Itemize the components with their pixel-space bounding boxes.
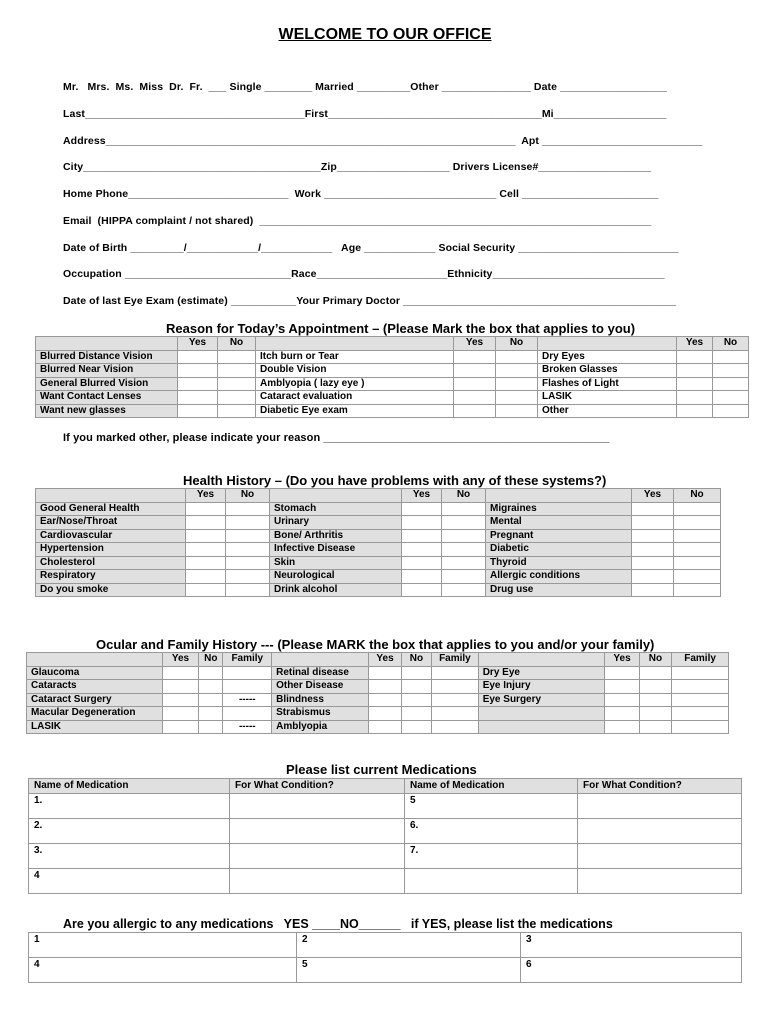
system-label: Respiratory [36,570,186,584]
yes-box[interactable] [632,583,674,597]
header-cell [270,489,402,503]
health-row [36,583,721,597]
no-box[interactable] [226,583,270,597]
no-box[interactable] [639,693,671,707]
yes-box[interactable] [402,543,442,557]
yes-box[interactable] [186,502,226,516]
condition-label: Want Contact Lenses [36,391,178,405]
medication-name-field[interactable]: 4 [29,869,230,894]
condition-label: Double Vision [256,364,454,378]
reason-row [36,350,749,364]
yes-box[interactable] [454,350,496,364]
yes-box[interactable] [677,350,713,364]
system-label: Migraines [486,502,632,516]
no-box[interactable] [218,391,256,405]
yes-box[interactable] [454,391,496,405]
yes-box[interactable] [178,364,218,378]
ocular-label: Other Disease [272,680,369,694]
ocular-label: Amblyopia [272,720,369,734]
no-box[interactable] [199,666,223,680]
header-medication-name: Name of Medication [29,779,230,794]
medications-section-title: Please list current Medications [286,762,477,777]
header-yes: Yes [186,489,226,503]
no-box[interactable] [674,502,721,516]
reason-row [36,404,749,418]
no-box[interactable] [218,377,256,391]
no-box[interactable] [218,404,256,418]
header-cell [486,489,632,503]
yes-box[interactable] [369,666,401,680]
ocular-section-title: Ocular and Family History --- (Please MARK the box that applies to you and/or your family) [96,637,655,652]
health-row [36,502,721,516]
ocular-label: Macular Degeneration [27,707,163,721]
medication-name-field[interactable]: 7. [405,844,578,869]
ocular-label: Cataracts [27,680,163,694]
condition-label: Other [538,404,677,418]
family-box[interactable] [432,693,479,707]
medication-name-field[interactable]: 5 [405,794,578,819]
header-cell [256,337,454,351]
no-box[interactable] [199,707,223,721]
reason-table [35,336,749,418]
yes-box[interactable] [605,707,639,721]
other-reason-line[interactable]: If you marked other, please indicate your reason ______________________________________________ [63,432,610,444]
reason-row [36,377,749,391]
no-box[interactable] [496,377,538,391]
header-yes: Yes [162,653,198,667]
allergy-field[interactable]: 5 [297,958,521,983]
header-condition: For What Condition? [578,779,742,794]
header-cell [27,653,163,667]
family-box[interactable] [672,666,729,680]
system-label: Bone/ Arthritis [270,529,402,543]
no-box[interactable] [226,570,270,584]
family-box[interactable] [432,720,479,734]
no-box[interactable] [401,707,431,721]
no-box[interactable] [401,693,431,707]
system-label: Pregnant [486,529,632,543]
no-box[interactable] [442,502,486,516]
header-cell [36,337,178,351]
header-no: No [199,653,223,667]
ocular-row [27,666,729,680]
form-line-occupation[interactable]: Occupation ____________________________Race______________________Ethnicity_____________________________ [63,268,665,280]
header-no: No [496,337,538,351]
yes-box[interactable] [605,720,639,734]
yes-box[interactable] [162,666,198,680]
family-box[interactable] [672,720,729,734]
no-box[interactable] [639,720,671,734]
header-no: No [639,653,671,667]
header-no: No [218,337,256,351]
family-box[interactable]: ----- [223,720,272,734]
medication-row [29,819,742,844]
ocular-label [478,720,605,734]
header-yes: Yes [178,337,218,351]
ocular-label: Blindness [272,693,369,707]
yes-box[interactable] [677,391,713,405]
yes-box[interactable] [186,570,226,584]
yes-box[interactable] [402,502,442,516]
yes-box[interactable] [178,391,218,405]
allergy-table [28,932,742,983]
yes-box[interactable] [677,364,713,378]
header-yes: Yes [632,489,674,503]
condition-field[interactable] [230,794,405,819]
header-yes: Yes [402,489,442,503]
form-line-last-exam[interactable]: Date of last Eye Exam (estimate) ___________Your Primary Doctor ______________________________________________ [63,295,677,307]
no-box[interactable] [496,350,538,364]
header-no: No [226,489,270,503]
no-box[interactable] [674,583,721,597]
system-label: Thyroid [486,556,632,570]
health-row [36,556,721,570]
yes-box[interactable] [162,707,198,721]
medication-name-field[interactable]: 6. [405,819,578,844]
page-title: WELCOME TO OUR OFFICE [278,26,492,43]
condition-label: Cataract evaluation [256,391,454,405]
no-box[interactable] [674,516,721,530]
yes-box[interactable] [632,556,674,570]
ocular-header-row [27,653,729,667]
family-box[interactable] [672,693,729,707]
system-label: Mental [486,516,632,530]
yes-box[interactable] [632,516,674,530]
system-label: Neurological [270,570,402,584]
yes-box[interactable] [402,529,442,543]
medication-row [29,869,742,894]
yes-box[interactable] [186,583,226,597]
yes-box[interactable] [632,502,674,516]
health-row [36,529,721,543]
medication-row [29,794,742,819]
yes-box[interactable] [369,707,401,721]
system-label: Drink alcohol [270,583,402,597]
header-cell [538,337,677,351]
yes-box[interactable] [454,377,496,391]
family-box[interactable] [672,707,729,721]
allergy-field[interactable]: 6 [521,958,742,983]
no-box[interactable] [401,666,431,680]
system-label: Good General Health [36,502,186,516]
yes-box[interactable] [677,377,713,391]
system-label: Hypertension [36,543,186,557]
header-yes: Yes [677,337,713,351]
no-box[interactable] [713,350,749,364]
no-box[interactable] [639,680,671,694]
no-box[interactable] [713,364,749,378]
no-box[interactable] [218,364,256,378]
yes-box[interactable] [162,720,198,734]
no-box[interactable] [674,570,721,584]
no-box[interactable] [496,391,538,405]
system-label: Skin [270,556,402,570]
reason-row [36,391,749,405]
health-table [35,488,721,597]
reason-section-title: Reason for Today’s Appointment – (Please Mark the box that applies to you) [166,321,636,336]
system-label: Diabetic [486,543,632,557]
yes-box[interactable] [454,404,496,418]
ocular-label: Cataract Surgery [27,693,163,707]
ocular-label: Strabismus [272,707,369,721]
no-box[interactable] [199,720,223,734]
header-yes: Yes [454,337,496,351]
yes-box[interactable] [402,570,442,584]
condition-label: Itch burn or Tear [256,350,454,364]
health-row [36,570,721,584]
header-no: No [713,337,749,351]
header-yes: Yes [605,653,639,667]
yes-box[interactable] [677,404,713,418]
no-box[interactable] [442,516,486,530]
medication-name-field[interactable]: 2. [29,819,230,844]
ocular-label: Retinal disease [272,666,369,680]
ocular-label: LASIK [27,720,163,734]
allergy-question[interactable]: Are you allergic to any medications YES ____NO______ if YES, please list the medications [63,917,613,931]
system-label: Allergic conditions [486,570,632,584]
ocular-row [27,707,729,721]
ocular-label [478,707,605,721]
condition-label: Flashes of Light [538,377,677,391]
condition-field[interactable] [578,869,742,894]
ocular-label: Dry Eye [478,666,605,680]
condition-field[interactable] [578,794,742,819]
condition-label: LASIK [538,391,677,405]
health-row [36,543,721,557]
allergy-row [29,933,742,958]
yes-box[interactable] [162,680,198,694]
yes-box[interactable] [178,377,218,391]
form-line-salutation[interactable]: Mr. Mrs. Ms. Miss Dr. Fr. ___ Single ________ Married _________Other _______________ Date __________________ [63,81,667,93]
family-box[interactable] [223,707,272,721]
allergy-field[interactable]: 3 [521,933,742,958]
header-no: No [674,489,721,503]
no-box[interactable] [674,543,721,557]
family-box[interactable]: ----- [223,693,272,707]
no-box[interactable] [674,529,721,543]
condition-label: Want new glasses [36,404,178,418]
yes-box[interactable] [605,693,639,707]
no-box[interactable] [442,556,486,570]
no-box[interactable] [199,693,223,707]
no-box[interactable] [442,570,486,584]
condition-label: General Blurred Vision [36,377,178,391]
system-label: Cholesterol [36,556,186,570]
medication-row [29,844,742,869]
ocular-table [26,652,729,734]
reason-header-row [36,337,749,351]
allergy-field[interactable]: 2 [297,933,521,958]
no-box[interactable] [496,404,538,418]
form-line-address[interactable]: Address_____________________________________________________________________ Apt ___________________________ [63,135,703,147]
no-box[interactable] [226,529,270,543]
allergy-field[interactable]: 4 [29,958,297,983]
system-label: Do you smoke [36,583,186,597]
no-box[interactable] [496,364,538,378]
yes-box[interactable] [454,364,496,378]
no-box[interactable] [713,404,749,418]
yes-box[interactable] [162,693,198,707]
system-label: Cardiovascular [36,529,186,543]
no-box[interactable] [226,543,270,557]
ocular-label: Eye Surgery [478,693,605,707]
form-line-email[interactable]: Email (HIPPA complaint / not shared) __________________________________________________________________ [63,215,652,227]
header-no: No [442,489,486,503]
header-family: Family [672,653,729,667]
form-line-city[interactable]: City________________________________________Zip___________________ Drivers License#___________________ [63,161,652,173]
yes-box[interactable] [402,516,442,530]
no-box[interactable] [226,556,270,570]
yes-box[interactable] [186,556,226,570]
yes-box[interactable] [369,680,401,694]
family-box[interactable] [672,680,729,694]
allergy-row [29,958,742,983]
header-yes: Yes [369,653,401,667]
system-label: Drug use [486,583,632,597]
header-no: No [401,653,431,667]
ocular-label: Eye Injury [478,680,605,694]
no-box[interactable] [226,502,270,516]
yes-box[interactable] [186,516,226,530]
no-box[interactable] [442,529,486,543]
yes-box[interactable] [605,666,639,680]
yes-box[interactable] [402,556,442,570]
condition-label: Dry Eyes [538,350,677,364]
no-box[interactable] [226,516,270,530]
yes-box[interactable] [632,543,674,557]
family-box[interactable] [432,680,479,694]
condition-label: Diabetic Eye exam [256,404,454,418]
condition-field[interactable] [230,844,405,869]
no-box[interactable] [713,391,749,405]
no-box[interactable] [401,680,431,694]
form-line-name[interactable]: Last_____________________________________First____________________________________Mi___________________ [63,108,667,120]
condition-field[interactable] [230,869,405,894]
health-header-row [36,489,721,503]
system-label: Urinary [270,516,402,530]
no-box[interactable] [639,707,671,721]
yes-box[interactable] [186,529,226,543]
header-condition: For What Condition? [230,779,405,794]
ocular-row [27,693,729,707]
header-family: Family [223,653,272,667]
no-box[interactable] [401,720,431,734]
medications-table [28,778,742,894]
header-cell [272,653,369,667]
yes-box[interactable] [178,404,218,418]
yes-box[interactable] [605,680,639,694]
no-box[interactable] [199,680,223,694]
family-box[interactable] [223,666,272,680]
yes-box[interactable] [369,720,401,734]
allergy-field[interactable]: 1 [29,933,297,958]
health-section-title: Health History – (Do you have problems with any of these systems?) [183,473,607,488]
medication-name-field[interactable] [405,869,578,894]
family-box[interactable] [223,680,272,694]
system-label: Stomach [270,502,402,516]
yes-box[interactable] [369,693,401,707]
no-box[interactable] [442,543,486,557]
no-box[interactable] [639,666,671,680]
yes-box[interactable] [178,350,218,364]
medication-name-field[interactable]: 3. [29,844,230,869]
yes-box[interactable] [632,529,674,543]
family-box[interactable] [432,707,479,721]
header-cell [478,653,605,667]
no-box[interactable] [713,377,749,391]
yes-box[interactable] [402,583,442,597]
ocular-row [27,720,729,734]
condition-field[interactable] [578,819,742,844]
no-box[interactable] [442,583,486,597]
condition-label: Broken Glasses [538,364,677,378]
header-family: Family [432,653,479,667]
ocular-label: Glaucoma [27,666,163,680]
header-medication-name: Name of Medication [405,779,578,794]
system-label: Ear/Nose/Throat [36,516,186,530]
medications-header-row [29,779,742,794]
no-box[interactable] [674,556,721,570]
ocular-row [27,680,729,694]
condition-label: Amblyopia ( lazy eye ) [256,377,454,391]
condition-field[interactable] [230,819,405,844]
no-box[interactable] [218,350,256,364]
yes-box[interactable] [632,570,674,584]
condition-field[interactable] [578,844,742,869]
system-label: Infective Disease [270,543,402,557]
condition-label: Blurred Near Vision [36,364,178,378]
form-line-phone[interactable]: Home Phone___________________________ Work _____________________________ Cell _______________________ [63,188,659,200]
header-cell [36,489,186,503]
condition-label: Blurred Distance Vision [36,350,178,364]
reason-row [36,364,749,378]
form-line-dob[interactable]: Date of Birth _________/____________/____________ Age ____________ Social Security ___________________________ [63,242,679,254]
yes-box[interactable] [186,543,226,557]
medication-name-field[interactable]: 1. [29,794,230,819]
family-box[interactable] [432,666,479,680]
health-row [36,516,721,530]
